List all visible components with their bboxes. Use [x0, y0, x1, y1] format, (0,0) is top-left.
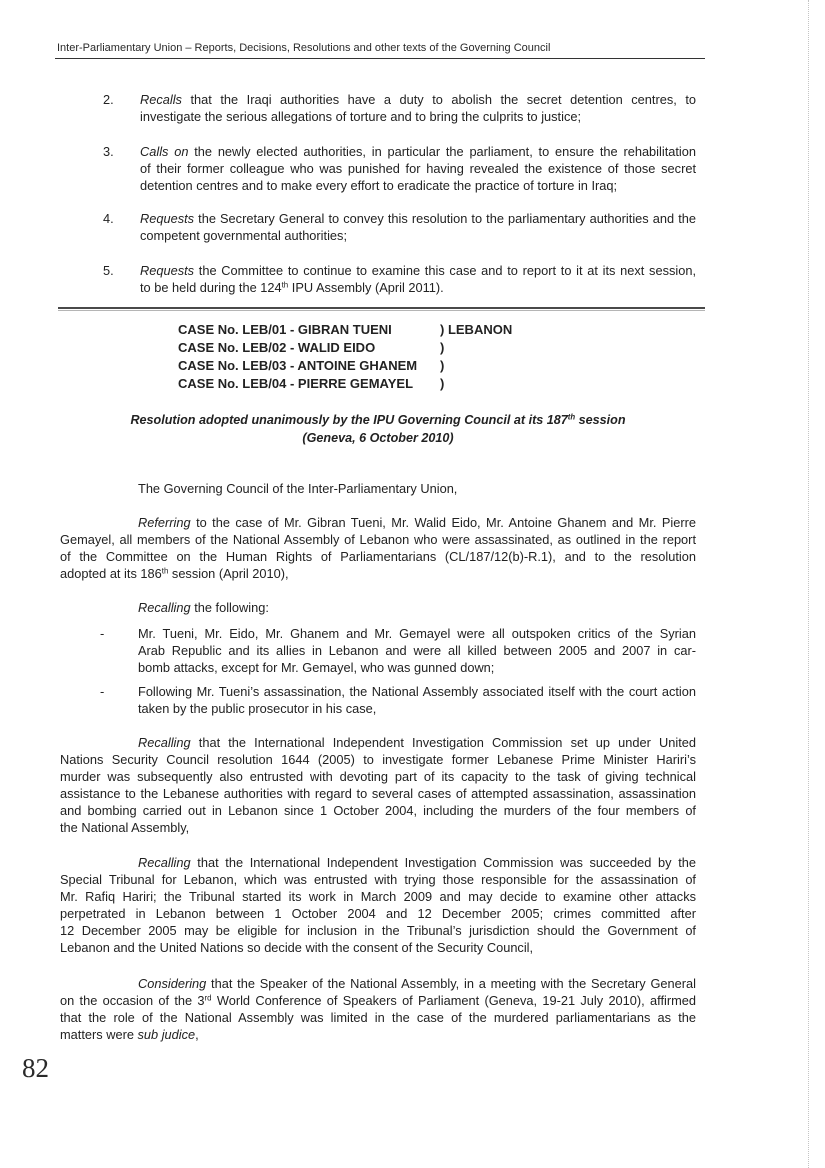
- line-text: IPU Assembly (April 2011).: [288, 280, 444, 295]
- text-line: [60, 751, 696, 768]
- text-line: [140, 210, 696, 227]
- text-line: [60, 905, 696, 922]
- line-text: that the role of the National Assembly was limited in the case of the murdered parliamentarians as the: [60, 1010, 696, 1025]
- line-text: World Conference of Speakers of Parliament (Geneva, 19-21 July 2010), affirmed: [211, 993, 697, 1008]
- preamble-considering: [60, 975, 696, 1043]
- line-text: and bombing carried out in Lebanon since 1 October 2004, including the murders of the four members of: [60, 803, 696, 818]
- text-line: [60, 992, 696, 1009]
- text-line: [60, 802, 696, 819]
- line-text: the Committee to continue to examine this case and to report to it at its next session,: [194, 263, 696, 278]
- preamble-verb: Recalling: [138, 600, 191, 615]
- line-text: of their former colleague who was punished for having revealed the existence of those secret: [140, 161, 696, 176]
- text-line: [60, 548, 696, 565]
- line-text: ,: [195, 1027, 199, 1042]
- text-line: [60, 854, 696, 871]
- line-text: the newly elected authorities, in particular the parliament, to ensure the rehabilitation: [188, 144, 697, 159]
- text-line: [60, 819, 696, 836]
- line-text: detention centres and to make every effort to eradicate the practice of torture in Iraq;: [140, 178, 618, 193]
- paragraph-number: 3.: [103, 144, 114, 159]
- line-text: investigate the serious allegations of torture and to bring the culprits to justice;: [140, 109, 582, 124]
- line-text: competent governmental authorities;: [140, 228, 347, 243]
- text-line: [60, 975, 696, 992]
- opening-line: The Governing Council of the Inter-Parliamentary Union,: [138, 481, 458, 496]
- case-row: [178, 375, 598, 393]
- preamble-recalling-commission: [60, 734, 696, 836]
- preamble-verb: Referring: [138, 515, 191, 530]
- section-separator: [58, 307, 705, 309]
- text-line: [138, 683, 696, 700]
- text-line: [140, 160, 696, 177]
- text-line: [60, 1026, 696, 1043]
- operative-verb: Requests: [140, 211, 195, 226]
- line-text: that the Iraqi authorities have a duty to abolish the secret detention centres, to: [181, 92, 696, 107]
- resolution-title: [60, 411, 696, 429]
- preamble-recalling-intro: [138, 599, 269, 616]
- case-list: [178, 321, 598, 393]
- text-line: [60, 785, 696, 802]
- operative-verb: Calls on: [140, 144, 189, 159]
- text-line: [140, 262, 696, 279]
- text-line: [140, 227, 696, 244]
- case-row: [178, 357, 598, 375]
- text-line: [60, 531, 696, 548]
- case-label: CASE No. LEB/03 - ANTOINE GHANEM: [178, 358, 418, 373]
- line-text: on the occasion of the 3: [60, 993, 205, 1008]
- text-line: [60, 922, 696, 939]
- line-text: the National Assembly,: [60, 820, 190, 835]
- case-label: CASE No. LEB/01 - GIBRAN TUENI: [178, 322, 392, 337]
- text-line: [138, 642, 696, 659]
- line-text: adopted at its 186: [60, 566, 162, 581]
- case-country: ): [440, 358, 445, 373]
- case-label: CASE No. LEB/02 - WALID EIDO: [178, 340, 376, 355]
- case-row: [178, 321, 598, 339]
- resolution-heading: [60, 411, 696, 447]
- latin-term: sub judice: [137, 1027, 196, 1042]
- line-text: 12 December 2005 may be eligible for inclusion in the Tribunal’s jurisdiction should the Government of: [60, 923, 696, 938]
- resolution-title-text: Resolution adopted unanimously by the IPU Governing Council at its 187: [130, 413, 568, 427]
- text-line: [138, 659, 696, 676]
- text-line: [140, 177, 696, 194]
- scan-edge-line: [808, 0, 809, 1168]
- resolution-title-text: session: [575, 413, 626, 427]
- line-text: murder was subsequently also entrusted with devoting part of its capacity to the task of giving technical: [60, 769, 696, 784]
- text-line: [138, 625, 696, 642]
- section-separator-shadow: [58, 310, 705, 311]
- line-text: Gemayel, all members of the National Assembly of Lebanon who were assassinated, as outlined in the report: [60, 532, 696, 547]
- ordinal-suffix: th: [161, 566, 169, 576]
- ordinal-suffix: th: [567, 412, 576, 422]
- case-country: ) LEBANON: [440, 322, 513, 337]
- line-text: bomb attacks, except for Mr. Gemayel, who was gunned down;: [138, 660, 495, 675]
- text-line: [60, 888, 696, 905]
- line-text: Special Tribunal for Lebanon, which was entrusted with trying those responsible for the assassination of: [60, 872, 696, 887]
- line-text: that the Speaker of the National Assembly, in a meeting with the Secretary General: [206, 976, 696, 991]
- paragraph-number: 2.: [103, 92, 114, 107]
- text-line: [60, 1009, 696, 1026]
- operative-verb: Recalls: [140, 92, 182, 107]
- line-text: matters were: [60, 1027, 138, 1042]
- preamble-recalling-tribunal: [60, 854, 696, 956]
- text-line: [60, 768, 696, 785]
- case-row: [178, 339, 598, 357]
- line-text: of the Committee on the Human Rights of Parliamentarians (CL/187/12(b)-R.1), and to the resolution: [60, 549, 696, 564]
- preamble-verb: Recalling: [138, 735, 191, 750]
- text-line: [60, 734, 696, 751]
- line-text: Mr. Tueni, Mr. Eido, Mr. Ghanem and Mr. Gemayel were all outspoken critics of the Syrian: [138, 626, 696, 641]
- case-country: ): [440, 340, 445, 355]
- operative-verb: Requests: [140, 263, 195, 278]
- text-line: [138, 700, 696, 717]
- ordinal-suffix: rd: [204, 993, 212, 1003]
- preamble-verb: Recalling: [138, 855, 191, 870]
- header-rule: [55, 58, 705, 59]
- line-text: to be held during the 124: [140, 280, 282, 295]
- line-text: the following:: [190, 600, 269, 615]
- line-text: perpetrated in Lebanon between 1 October 2004 and 12 December 2005; crimes committed after: [60, 906, 696, 921]
- line-text: that the International Independent Investigation Commission was succeeded by the: [190, 855, 696, 870]
- text-line: [60, 871, 696, 888]
- line-text: Arab Republic and its allies in Lebanon and were all killed between 2005 and 2007 in car-: [138, 643, 696, 658]
- text-line: [60, 514, 696, 531]
- bullet-dash: -: [100, 626, 105, 641]
- text-line: [140, 91, 696, 108]
- line-text: Following Mr. Tueni’s assassination, the National Assembly associated itself with the court action: [138, 684, 696, 699]
- paragraph-number: 4.: [103, 211, 114, 226]
- text-line: [140, 108, 696, 125]
- resolution-place-date: (Geneva, 6 October 2010): [302, 431, 454, 445]
- line-text: to the case of Mr. Gibran Tueni, Mr. Walid Eido, Mr. Antoine Ghanem and Mr. Pierre: [190, 515, 696, 530]
- line-text: assistance to the Lebanese authorities with regard to several cases of attempted assassination, assassination: [60, 786, 696, 801]
- paragraph-number: 5.: [103, 263, 114, 278]
- text-line: [60, 939, 696, 956]
- running-title: Inter-Parliamentary Union – Reports, Decisions, Resolutions and other texts of the Governing Council: [57, 42, 551, 54]
- line-text: session (April 2010),: [168, 566, 289, 581]
- line-text: Mr. Rafiq Hariri; the Tribunal started its work in March 2009 and may decide to examine other attacks: [60, 889, 696, 904]
- line-text: the Secretary General to convey this resolution to the parliamentary authorities and the: [194, 211, 696, 226]
- case-label: CASE No. LEB/04 - PIERRE GEMAYEL: [178, 376, 414, 391]
- page-number: 82: [22, 1053, 49, 1083]
- line-text: taken by the public prosecutor in his case,: [138, 701, 377, 716]
- bullet-dash: -: [100, 684, 105, 699]
- text-line: [140, 143, 696, 160]
- line-text: Nations Security Council resolution 1644 (2005) to investigate former Lebanese Prime Minister Hariri’s: [60, 752, 696, 767]
- preamble-referring: [60, 514, 696, 582]
- text-line: [60, 565, 696, 582]
- text-line: [140, 279, 696, 296]
- line-text: Lebanon and the United Nations so decide with the consent of the Security Council,: [60, 940, 534, 955]
- case-country: ): [440, 376, 445, 391]
- ordinal-suffix: th: [281, 280, 289, 290]
- line-text: that the International Independent Investigation Commission set up under United: [190, 735, 696, 750]
- preamble-verb: Considering: [138, 976, 207, 991]
